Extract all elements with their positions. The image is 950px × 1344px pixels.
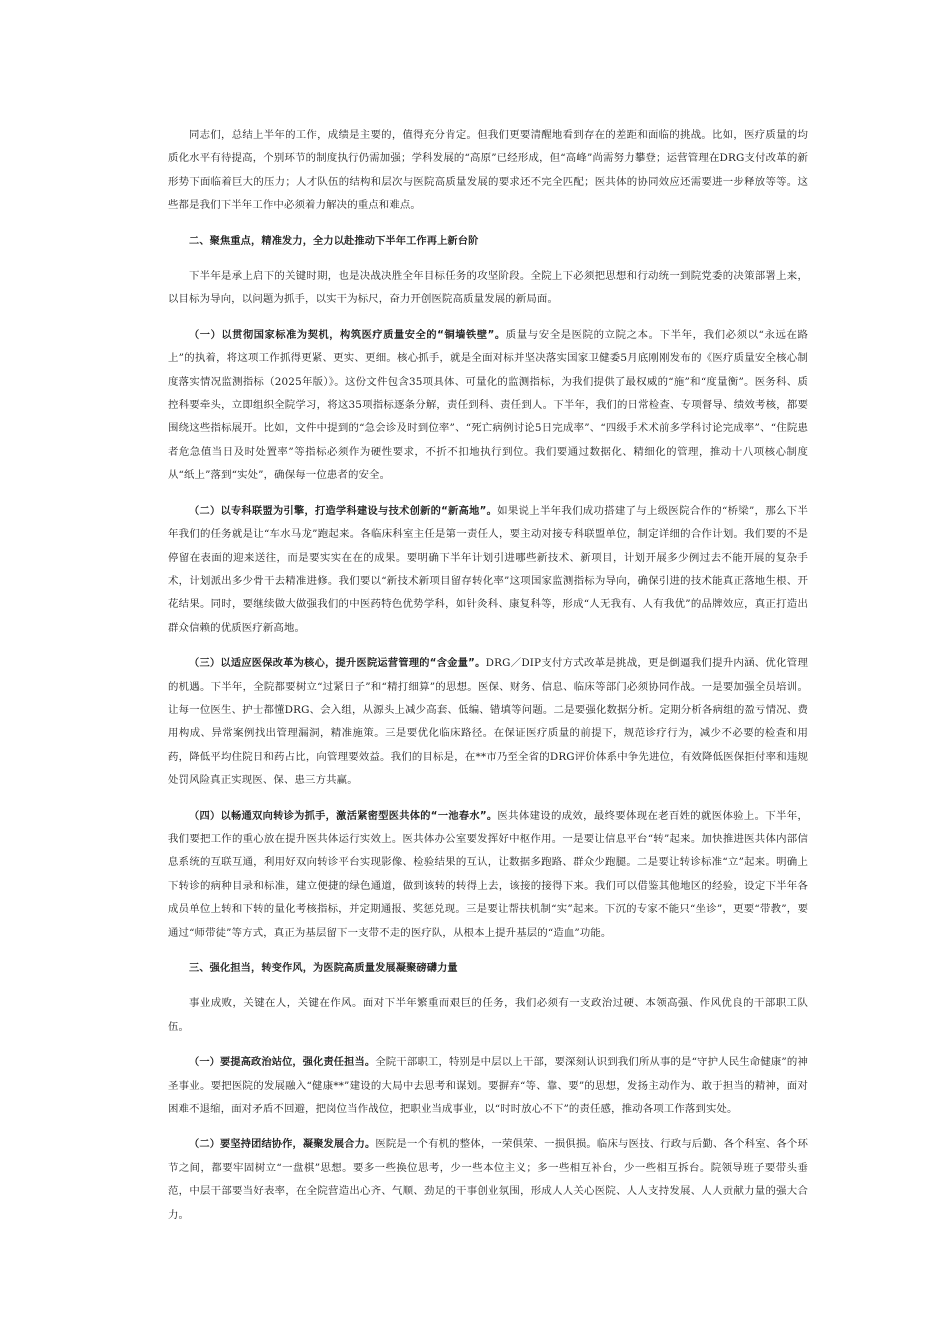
paragraph-text: 质量与安全是医院的立院之本。下半年，我们必须以“永远在路上”的执着，将这项工作抓得更紧、更实、更细。核心抓手，就是全面对标并坚决落实国家卫健委5月底刚刚发布的《医疗质量安全核心制度落实情况监测指标（2025年版）》。这份文件包含35项具体、可量化的监测指标，为我们提供了最权威的“施”和“度量衡”。医务科、质控科要牵头，立即组织全院学习，将这35项指标逐条分解，责任到科、责任到人。下半年，我们的日常检查、专项督导、绩效考核，都要围绕这些指标展开。比如，文件中提到的“急会诊及时到位率”、“死亡病例讨论5日完成率”、“四级手术术前多学科讨论完成率”、“住院患者危急值当日及时处置率”等指标必须作为硬性要求，不折不扣地执行到位。我们要通过数据化、精细化的管理，推动十八项核心制度从“纸上”落到“实处”，确保每一位患者的安全。 [168,328,808,482]
document-body [168,124,808,1239]
paragraph-item [168,1133,808,1227]
section-heading-3: 三、强化担当，转变作风，为医院高质量发展凝聚磅礴力量 [189,963,458,974]
paragraph-intro-3 [168,992,808,1039]
paragraph-intro-2 [168,265,808,312]
paragraph-item [168,500,808,640]
paragraph-lead: （一）要提高政治站位，强化责任担当。 [189,1057,376,1069]
paragraph-text: 医共体建设的成效，最终要体现在老百姓的就医体验上。下半年，我们要把工作的重心放在提升医共体运行实效上。医共体办公室要发挥好中枢作用。一是要让信息平台“转”起来。加快推进医共体内部信息系统的互联互通，利用好双向转诊平台实现影像、检验结果的互认，让数据多跑路、群众少跑腿。二是要让转诊标准“立”起来。明确上下转诊的病种目录和标准，建立便捷的绿色通道，做到该转的转得上去，该接的接得下来。我们可以借鉴其他地区的经验，设定下半年各成员单位上转和下转的量化考核指标，并定期通报、奖惩兑现。三是要让帮扶机制“实”起来。下沉的专家不能只“坐诊”，更要“带教”，要通过“师带徒”等方式，真正为基层留下一支带不走的医疗队，从根本上提升基层的“造血”功能。 [168,809,808,939]
paragraph-text: 同志们，总结上半年的工作，成绩是主要的，值得充分肯定。但我们更要清醒地看到存在的差距和面临的挑战。比如，医疗质量的均质化水平有待提高，个别环节的制度执行仍需加强；学科发展的“高原”已经形成，但“高峰”尚需努力攀登；运营管理在DRG支付改革的新形势下面临着巨大的压力；人才队伍的结构和层次与医院高质量发展的要求还不完全匹配；医共体的协同效应还需要进一步释放等等。这些都是我们下半年工作中必须着力解决的重点和难点。 [168,129,808,212]
paragraph-text: 下半年是承上启下的关键时期，也是决战决胜全年目标任务的攻坚阶段。全院上下必须把思想和行动统一到院党委的决策部署上来，以目标为导向，以问题为抓手，以实干为标尺，奋力开创医院高质量发展的新局面。 [168,270,808,306]
section-heading-2: 二、聚焦重点，精准发力，全力以赴推动下半年工作再上新台阶 [189,235,479,247]
paragraph-lead: （一）以贯彻国家标准为契机，构筑医疗质量安全的“铜墙铁壁”。 [189,329,506,341]
paragraph-text: 全院干部职工，特别是中层以上干部，要深刻认识到我们所从事的是“守护人民生命健康”的神圣事业。要把医院的发展融入“健康**”建设的大局中去思考和谋划。要摒弃“等、靠、要”的思想，发扬主动作为、敢于担当的精神，面对困难不退缩，面对矛盾不回避，把岗位当作战位，把职业当成事业，以“时时放心不下”的责任感，推动各项工作落到实处。 [168,1056,808,1116]
paragraph-item [168,324,808,488]
paragraph-text: 如果说上半年我们成功搭建了与上级医院合作的“桥梁”，那么下半年我们的任务就是让“车水马龙”跑起来。各临床科室主任是第一责任人，要主动对接专科联盟单位，制定详细的合作计划。我们要的不是停留在表面的迎来送往，而是要实实在在的成果。要明确下半年计划引进哪些新技术、新项目，计划开展多少例过去不能开展的复杂手术，计划派出多少骨干去精准进修。我们要以“新技术新项目留存转化率”这项国家监测指标为导向，确保引进的技术能真正落地生根、开花结果。同时，要继续做大做强我们的中医药特色优势学科，如针灸科、康复科等，形成“人无我有、人有我优”的品牌效应，真正打造出群众信赖的优质医疗新高地。 [168,504,808,634]
paragraph-text: 医院是一个有机的整体，一荣俱荣、一损俱损。临床与医技、行政与后勤、各个科室、各个环节之间，都要牢固树立“一盘棋”思想。要多一些换位思考，少一些本位主义；多一些相互补台，少一些相互拆台。院领导班子要带头垂范，中层干部要当好表率，在全院营造出心齐、气顺、劲足的干事创业氛围，形成人人关心医院、人人支持发展、人人贡献力量的强大合力。 [168,1138,808,1221]
paragraph-summary [168,124,808,218]
paragraph-item [168,805,808,945]
paragraph-item [168,1051,808,1121]
paragraph-text: DRG／DIP支付方式改革是挑战，更是倒逼我们提升内涵、优化管理的机遇。下半年，全院都要树立“过紧日子”和“精打细算”的思想。医保、财务、信息、临床等部门必须协同作战。一是要加强全员培训。让每一位医生、护士都懂DRG、会入组，从源头上减少高套、低编、错填等问题。二是要强化数据分析。定期分析各病组的盈亏情况、费用构成、异常案例找出管理漏洞，精准施策。三是要优化临床路径。在保证医疗质量的前提下，规范诊疗行为，减少不必要的检查和用药，降低平均住院日和药占比，向管理要效益。我们的目标是，在**市乃至全省的DRG评价体系中争先进位，有效降低医保拒付率和违规处罚风险真正实现医、保、患三方共赢。 [168,657,808,787]
paragraph-item [168,652,808,792]
paragraph-lead: （二）以专科联盟为引擎，打造学科建设与技术创新的“新高地”。 [189,505,498,517]
paragraph-lead: （二）要坚持团结协作，凝聚发展合力。 [189,1139,376,1151]
paragraph-lead: （三）以适应医保改革为核心，提升医院运营管理的“含金量”。 [189,658,486,670]
paragraph-lead: （四）以畅通双向转诊为抓手，激活紧密型医共体的“一池春水”。 [189,810,498,822]
paragraph-text: 事业成败，关键在人，关键在作风。面对下半年繁重而艰巨的任务，我们必须有一支政治过硬、本领高强、作风优良的干部职工队伍。 [168,997,808,1033]
